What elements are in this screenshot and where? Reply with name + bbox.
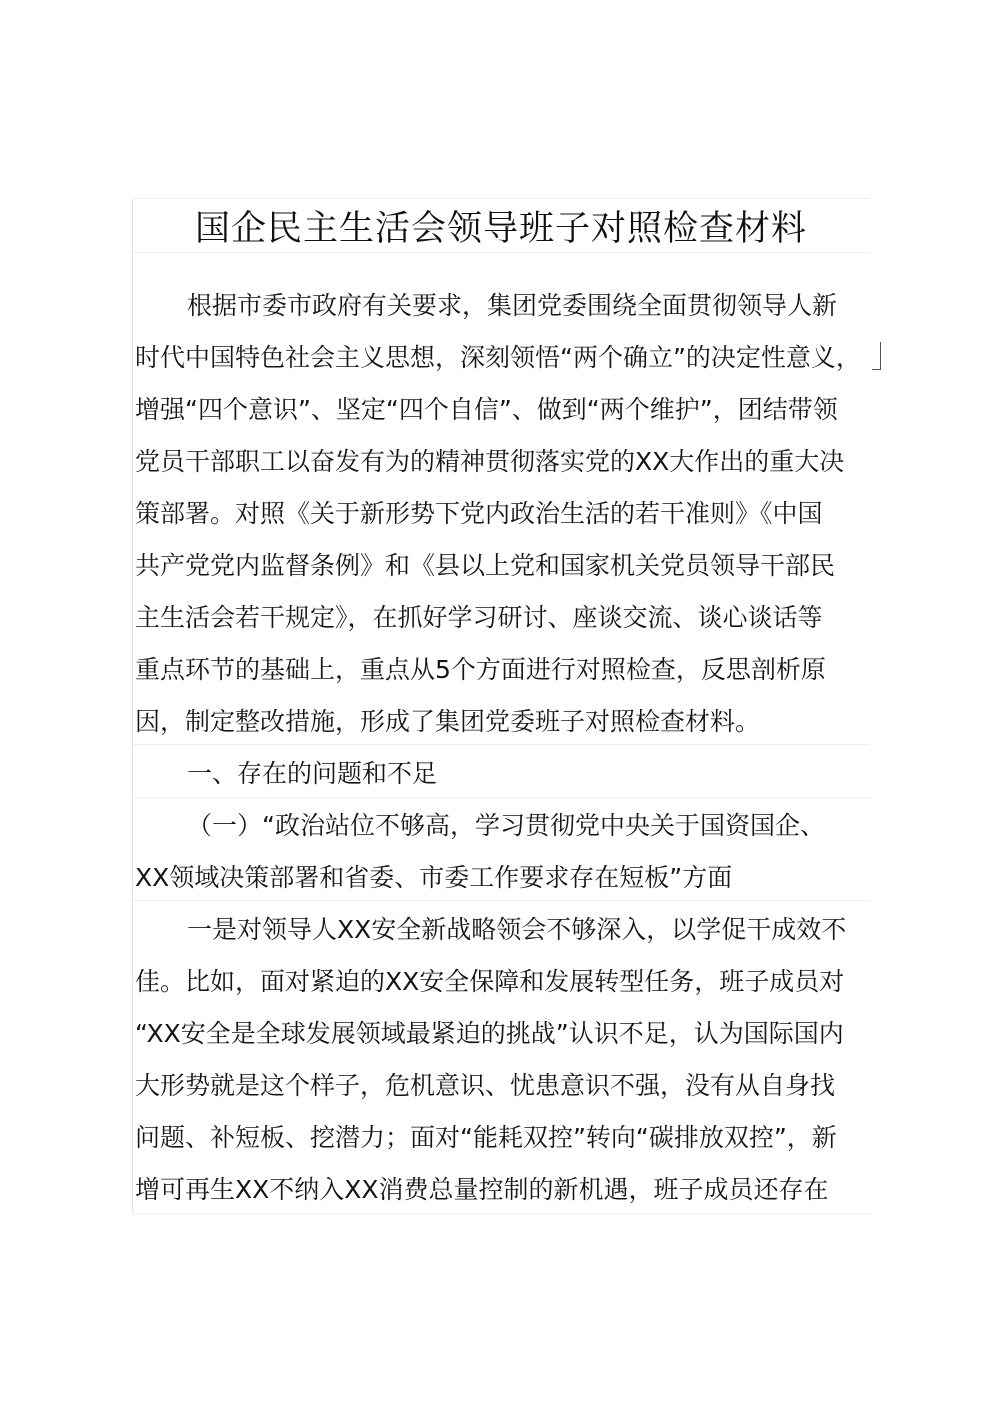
body-line: 大形势就是这个样子，危机意识、忧患意识不强，没有从自身找: [135, 1071, 836, 1100]
body-line: “XX安全是全球发展领域最紧迫的挑战”认识不足，认为国际国内: [135, 1019, 844, 1048]
body-line: 增可再生XX不纳入XX消费总量控制的新机遇，班子成员还存在: [135, 1175, 829, 1204]
intro-line: 主生活会若干规定》，在抓好学习研讨、座谈交流、谈心谈话等: [135, 603, 823, 632]
body-line: 问题、补短板、挖潜力；面对“能耗双控”转向“碳排放双控”，新: [135, 1123, 837, 1152]
heading-bottom-rule: [132, 797, 870, 798]
frame-top-rule: [132, 198, 870, 199]
intro-bottom-rule: [132, 744, 870, 745]
subsection-heading-line: （一）“政治站位不够高，学习贯彻党中央关于国资国企、: [187, 811, 825, 840]
subsection-heading-line: XX领域决策部署和省委、市委工作要求存在短板”方面: [135, 863, 733, 892]
page-frame-left-border: [132, 198, 133, 1214]
document-title: 国企民主生活会领导班子对照检查材料: [194, 209, 807, 249]
intro-line: 根据市委市政府有关要求，集团党委围绕全面贯彻领导人新: [187, 291, 838, 320]
body-line: 一是对领导人XX安全新战略领会不够深入，以学促干成效不: [187, 915, 847, 944]
intro-line: 增强“四个意识”、坚定“四个自信”、做到“两个维护”，团结带领: [135, 395, 838, 424]
margin-bracket-mark: [872, 342, 881, 370]
intro-line: 因，制定整改措施，形成了集团党委班子对照检查材料。: [135, 707, 761, 736]
intro-line: 策部署。对照《关于新形势下党内政治生活的若干准则》《中国: [135, 499, 823, 528]
frame-bottom-rule: [132, 1213, 870, 1214]
body-line: 佳。比如，面对紧迫的XX安全保障和发展转型任务，班子成员对: [135, 967, 845, 996]
intro-line: 重点环节的基础上，重点从5个方面进行对照检查，反思剖析原: [135, 655, 826, 684]
intro-line: 时代中国特色社会主义思想，深刻领悟“两个确立”的决定性意义，: [135, 343, 861, 372]
subsection-bottom-rule: [132, 900, 870, 901]
intro-line: 共产党党内监督条例》和《县以上党和国家机关党员领导干部民: [135, 551, 836, 580]
intro-line: 党员干部职工以奋发有为的精神贯彻落实党的XX大作出的重大决: [135, 447, 845, 476]
section-heading: 一、存在的问题和不足: [187, 759, 438, 788]
